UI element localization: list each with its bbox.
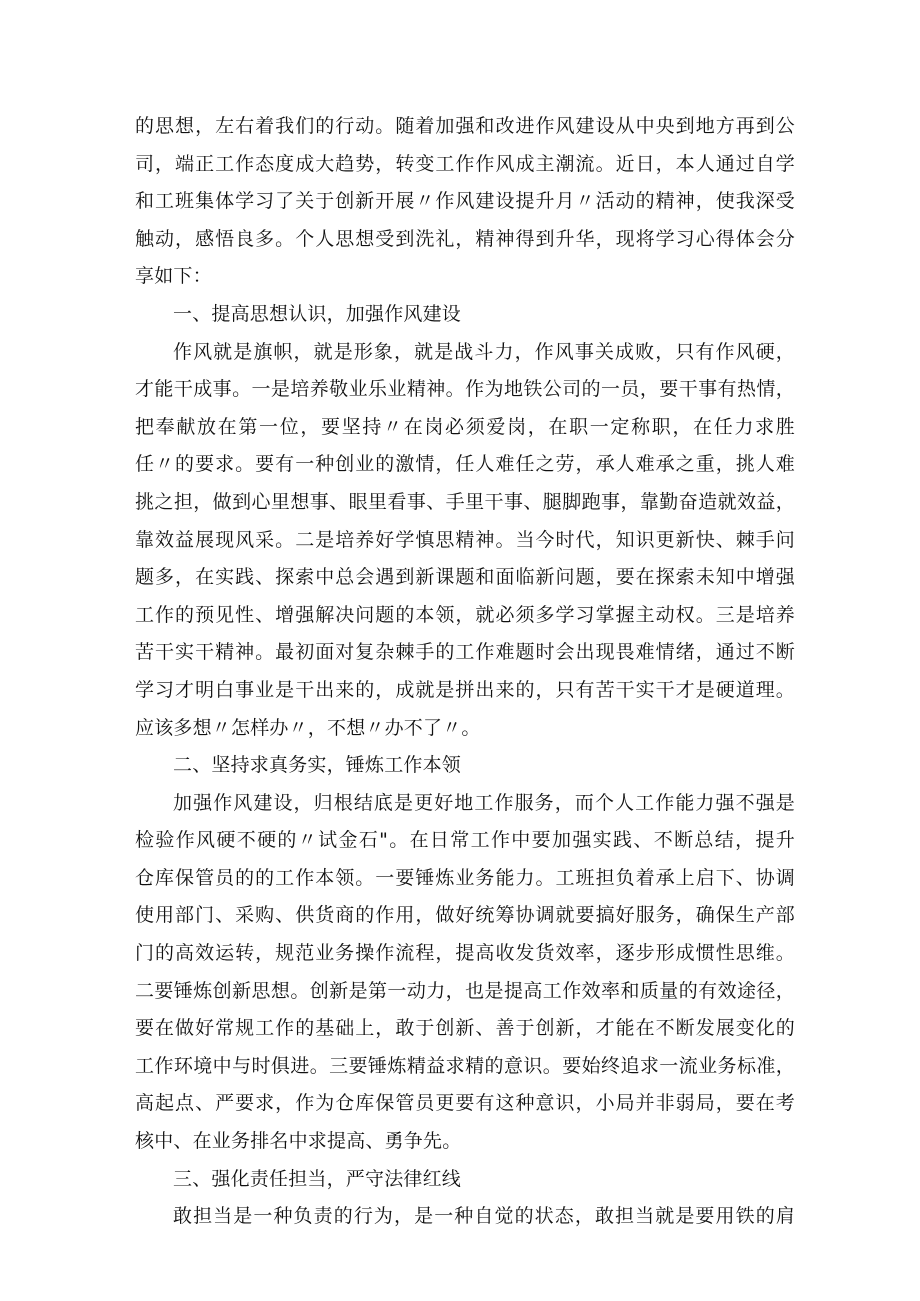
paragraph-line: 和工班集体学习了关于创新开展〃作风建设提升月〃活动的精神，使我深受 — [135, 190, 795, 213]
paragraph-line: 工作的预见性、增强解决问题的本领，就必须多学习掌握主动权。三是培养 — [135, 603, 795, 626]
paragraph-line: 要在做好常规工作的基础上，敢于创新、善于创新，才能在不断发展变化的 — [135, 1017, 795, 1040]
paragraph-line: 使用部门、采购、供货商的作用，做好统筹协调就要搞好服务，确保生产部 — [135, 904, 795, 927]
paragraph-last-line: 享如下： — [135, 265, 212, 288]
section-heading: 一、提高思想认识，加强作风建设 — [173, 302, 462, 325]
paragraph-line: 苦干实干精神。最初面对复杂棘手的工作难题时会出现畏难情绪，通过不断 — [135, 641, 795, 664]
paragraph-line: 学习才明白事业是干出来的，成就是拼出来的，只有苦干实干才是硬道理。 — [135, 678, 795, 701]
paragraph-last-line: 核中、在业务排名中求提高、勇争先。 — [135, 1130, 462, 1153]
section-heading: 三、强化责任担当，严守法律红线 — [173, 1167, 462, 1190]
paragraph-line: 才能干成事。一是培养敬业乐业精神。作为地铁公司的一员，要干事有热情， — [135, 378, 795, 401]
paragraph-first-line: 加强作风建设，归根结底是更好地工作服务，而个人工作能力强不强是 — [173, 791, 795, 814]
paragraph-first-line: 作风就是旗帜，就是形象，就是战斗力，作风事关成败，只有作风硬， — [173, 340, 795, 363]
paragraph-line: 检验作风硬不硬的〃试金石"。在日常工作中要加强实践、不断总结，提升 — [135, 829, 795, 852]
paragraph-line: 的思想，左右着我们的行动。随着加强和改进作风建设从中央到地方再到公 — [135, 115, 795, 137]
section-heading: 二、坚持求真务实，锤炼工作本领 — [173, 754, 462, 777]
paragraph-last-line: 应该多想〃怎样办〃，不想〃办不了〃。 — [135, 716, 481, 739]
document-body — [135, 108, 795, 1236]
paragraph-line: 题多，在实践、探索中总会遇到新课题和面临新问题，要在探索未知中增强 — [135, 566, 795, 589]
paragraph-line: 二要锤炼创新思想。创新是第一动力，也是提高工作效率和质量的有效途径， — [135, 979, 795, 1002]
paragraph-line: 挑之担，做到心里想事、眼里看事、手里干事、腿脚跑事，靠勤奋造就效益， — [135, 490, 795, 513]
paragraph-line: 仓库保管员的的工作本领。一要锤炼业务能力。工班担负着承上启下、协调 — [135, 866, 795, 889]
paragraph-line: 任〃的要求。要有一种创业的激情，任人难任之劳，承人难承之重，挑人难 — [135, 453, 795, 476]
paragraph-line: 触动，感悟良多。个人思想受到洗礼，精神得到升华，现将学习心得体会分 — [135, 227, 795, 250]
paragraph-line: 高起点、严要求，作为仓库保管员更要有这种意识，小局并非弱局，要在考 — [135, 1092, 795, 1115]
paragraph-line: 司，端正工作态度成大趋势，转变工作作风成主潮流。近日，本人通过自学 — [135, 152, 795, 175]
paragraph-line: 把奉献放在第一位，要坚持〃在岗必须爱岗，在职一定称职，在任力求胜 — [135, 415, 795, 438]
paragraph-line: 靠效益展现风采。二是培养好学慎思精神。当今时代，知识更新快、棘手问 — [135, 528, 795, 551]
paragraph-first-line: 敢担当是一种负责的行为，是一种自觉的状态，敢担当就是要用铁的肩 — [173, 1205, 795, 1228]
paragraph-line: 门的高效运转，规范业务操作流程，提高收发货效率，逐步形成惯性思维。 — [135, 942, 795, 965]
paragraph-line: 工作环境中与时俱进。三要锤炼精益求精的意识。要始终追求一流业务标准， — [135, 1054, 795, 1077]
